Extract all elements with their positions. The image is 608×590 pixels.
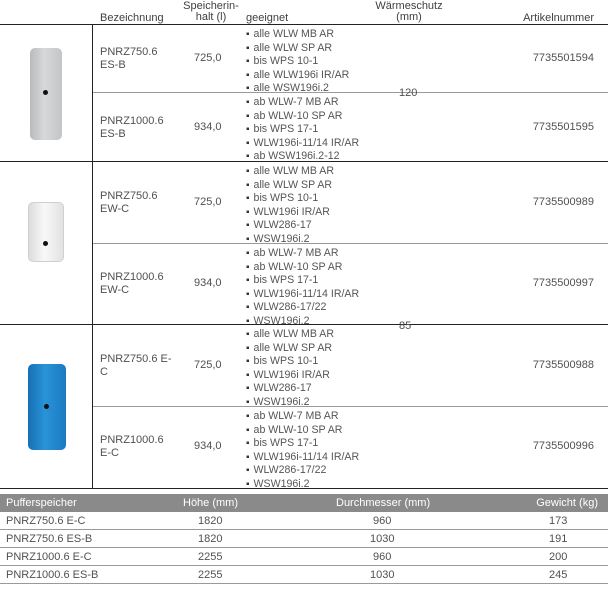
suitable-item: ▪ WLW196i-11/14 IR/AR [246, 137, 359, 151]
suitable-item: ▪ WSW196i.2 [246, 233, 334, 247]
model-line1: PNRZ750.6 [100, 46, 158, 58]
suitable-item: ▪ alle WLW SP AR [246, 179, 334, 193]
suitable-list [246, 28, 349, 96]
suitable-item: ▪ ab WLW-10 SP AR [246, 261, 359, 275]
suitable-item: ▪ WLW196i IR/AR [246, 206, 334, 220]
row-divider [92, 243, 608, 244]
suitable-item: ▪ bis WPS 10-1 [246, 55, 349, 69]
model-line2: ES-B [100, 59, 126, 71]
dim-name: PNRZ1000.6 ES-B [6, 569, 99, 581]
suitable-item: ▪ WLW286-17 [246, 382, 334, 396]
model-line2: ES-B [100, 128, 126, 140]
model-line2: EW-C [100, 203, 130, 215]
header-artikelnummer: Artikelnummer [523, 12, 594, 24]
model-line2: E-C [100, 447, 119, 459]
volume-value: 934,0 [194, 121, 222, 133]
suitable-item: ▪ WLW286-17/22 [246, 464, 359, 478]
header-speicherinhalt-line1: Speicherin- [183, 0, 239, 12]
dim-diameter: 1030 [370, 569, 395, 581]
table-header [0, 0, 608, 24]
tank-port-icon [43, 90, 48, 95]
header-bezeichnung: Bezeichnung [100, 12, 164, 24]
volume-value: 934,0 [194, 440, 222, 452]
dim-diameter: 960 [373, 515, 392, 527]
dim-weight: 191 [549, 533, 568, 545]
row-divider [92, 406, 608, 407]
tank-image-white [28, 202, 64, 262]
suitable-item: ▪ alle WLW SP AR [246, 342, 334, 356]
article-number: 7735500989 [532, 196, 594, 208]
suitable-list [246, 247, 359, 329]
suitable-item: ▪ WSW196i.2 [246, 478, 359, 492]
suitable-item: ▪ WLW286-17 [246, 219, 334, 233]
dim-height: 2255 [198, 569, 223, 581]
table-row [0, 530, 608, 548]
volume-value: 725,0 [194, 196, 222, 208]
suitable-item: ▪ WLW196i-11/14 IR/AR [246, 451, 359, 465]
suitable-item: ▪ alle WLW SP AR [246, 42, 349, 56]
dim-header-weight: Gewicht (kg) [536, 497, 598, 509]
model-name [100, 46, 180, 72]
dim-height: 2255 [198, 551, 223, 563]
dim-diameter: 960 [373, 551, 392, 563]
tank-port-icon [44, 404, 49, 409]
article-number: 7735500997 [532, 277, 594, 289]
dimensions-table-header [0, 494, 608, 512]
suitable-item: ▪ WLW286-17/22 [246, 301, 359, 315]
model-name [100, 115, 180, 141]
dim-weight: 200 [549, 551, 568, 563]
suitable-item: ▪ alle WSW196i.2 [246, 82, 349, 96]
header-waermeschutz-line1: Wärmeschutz [375, 0, 443, 12]
suitable-item: ▪ ab WLW-10 SP AR [246, 424, 359, 438]
model-line1: PNRZ1000.6 [100, 271, 164, 283]
dim-name: PNRZ750.6 ES-B [6, 533, 93, 545]
dim-name: PNRZ750.6 E-C [6, 515, 86, 527]
header-waermeschutz-line2: (mm) [396, 11, 422, 23]
dim-height: 1820 [198, 515, 223, 527]
article-number: 7735501594 [532, 52, 594, 64]
model-line1: PNRZ750.6 [100, 190, 158, 202]
model-name [100, 271, 180, 297]
suitable-item: ▪ WSW196i.2 [246, 396, 334, 410]
volume-value: 725,0 [194, 359, 222, 371]
suitable-item: ▪ ab WLW-10 SP AR [246, 110, 359, 124]
model-name [100, 190, 180, 216]
model-line2: C [100, 366, 108, 378]
suitable-item: ▪ bis WPS 10-1 [246, 355, 334, 369]
model-line1: PNRZ1000.6 [100, 115, 164, 127]
row-divider [92, 92, 608, 93]
table-row [0, 566, 608, 584]
suitable-list [246, 165, 334, 247]
suitable-list [246, 328, 334, 410]
model-line1: PNRZ750.6 E- [100, 353, 172, 365]
volume-value: 725,0 [194, 52, 222, 64]
article-number: 7735500988 [532, 359, 594, 371]
dim-diameter: 1030 [370, 533, 395, 545]
suitable-item: ▪ alle WLW MB AR [246, 28, 349, 42]
table-row [0, 548, 608, 566]
dim-height: 1820 [198, 533, 223, 545]
dim-header-name: Pufferspeicher [6, 497, 77, 509]
dim-name: PNRZ1000.6 E-C [6, 551, 92, 563]
header-speicherinhalt-line2: halt (l) [195, 11, 227, 23]
dim-weight: 173 [549, 515, 568, 527]
suitable-item: ▪ ab WLW-7 MB AR [246, 410, 359, 424]
model-name [100, 353, 180, 379]
suitable-item: ▪ bis WPS 17-1 [246, 437, 359, 451]
suitable-item: ▪ alle WLW MB AR [246, 165, 334, 179]
header-geeignet: geeignet [246, 12, 289, 24]
suitable-item: ▪ ab WLW-7 MB AR [246, 247, 359, 261]
table-row [0, 512, 608, 530]
suitable-item: ▪ alle WLW MB AR [246, 328, 334, 342]
suitable-item: ▪ WLW196i-11/14 IR/AR [246, 288, 359, 302]
suitable-item: ▪ ab WSW196i.2-12 [246, 150, 359, 164]
model-line2: EW-C [100, 284, 130, 296]
suitable-list [246, 96, 359, 164]
insulation-value: 85 [399, 320, 412, 332]
column-divider [92, 24, 93, 488]
suitable-item: ▪ WLW196i IR/AR [246, 369, 334, 383]
dim-weight: 245 [549, 569, 568, 581]
tank-image-blue [28, 364, 66, 450]
suitable-item: ▪ ab WLW-7 MB AR [246, 96, 359, 110]
tank-port-icon [43, 241, 48, 246]
suitable-item: ▪ bis WPS 17-1 [246, 274, 359, 288]
row-divider [0, 583, 608, 584]
dim-header-diameter: Durchmesser (mm) [336, 497, 431, 509]
article-number: 7735500996 [532, 440, 594, 452]
tank-image-grey [30, 48, 62, 140]
suitable-list [246, 410, 359, 492]
suitable-item: ▪ alle WLW196i IR/AR [246, 69, 349, 83]
article-number: 7735501595 [532, 121, 594, 133]
suitable-item: ▪ bis WPS 10-1 [246, 192, 334, 206]
suitable-item: ▪ WSW196i.2 [246, 315, 359, 329]
suitable-item: ▪ bis WPS 17-1 [246, 123, 359, 137]
model-line1: PNRZ1000.6 [100, 434, 164, 446]
insulation-value: 120 [399, 87, 418, 99]
volume-value: 934,0 [194, 277, 222, 289]
dim-header-height: Höhe (mm) [183, 497, 239, 509]
model-name [100, 434, 180, 460]
